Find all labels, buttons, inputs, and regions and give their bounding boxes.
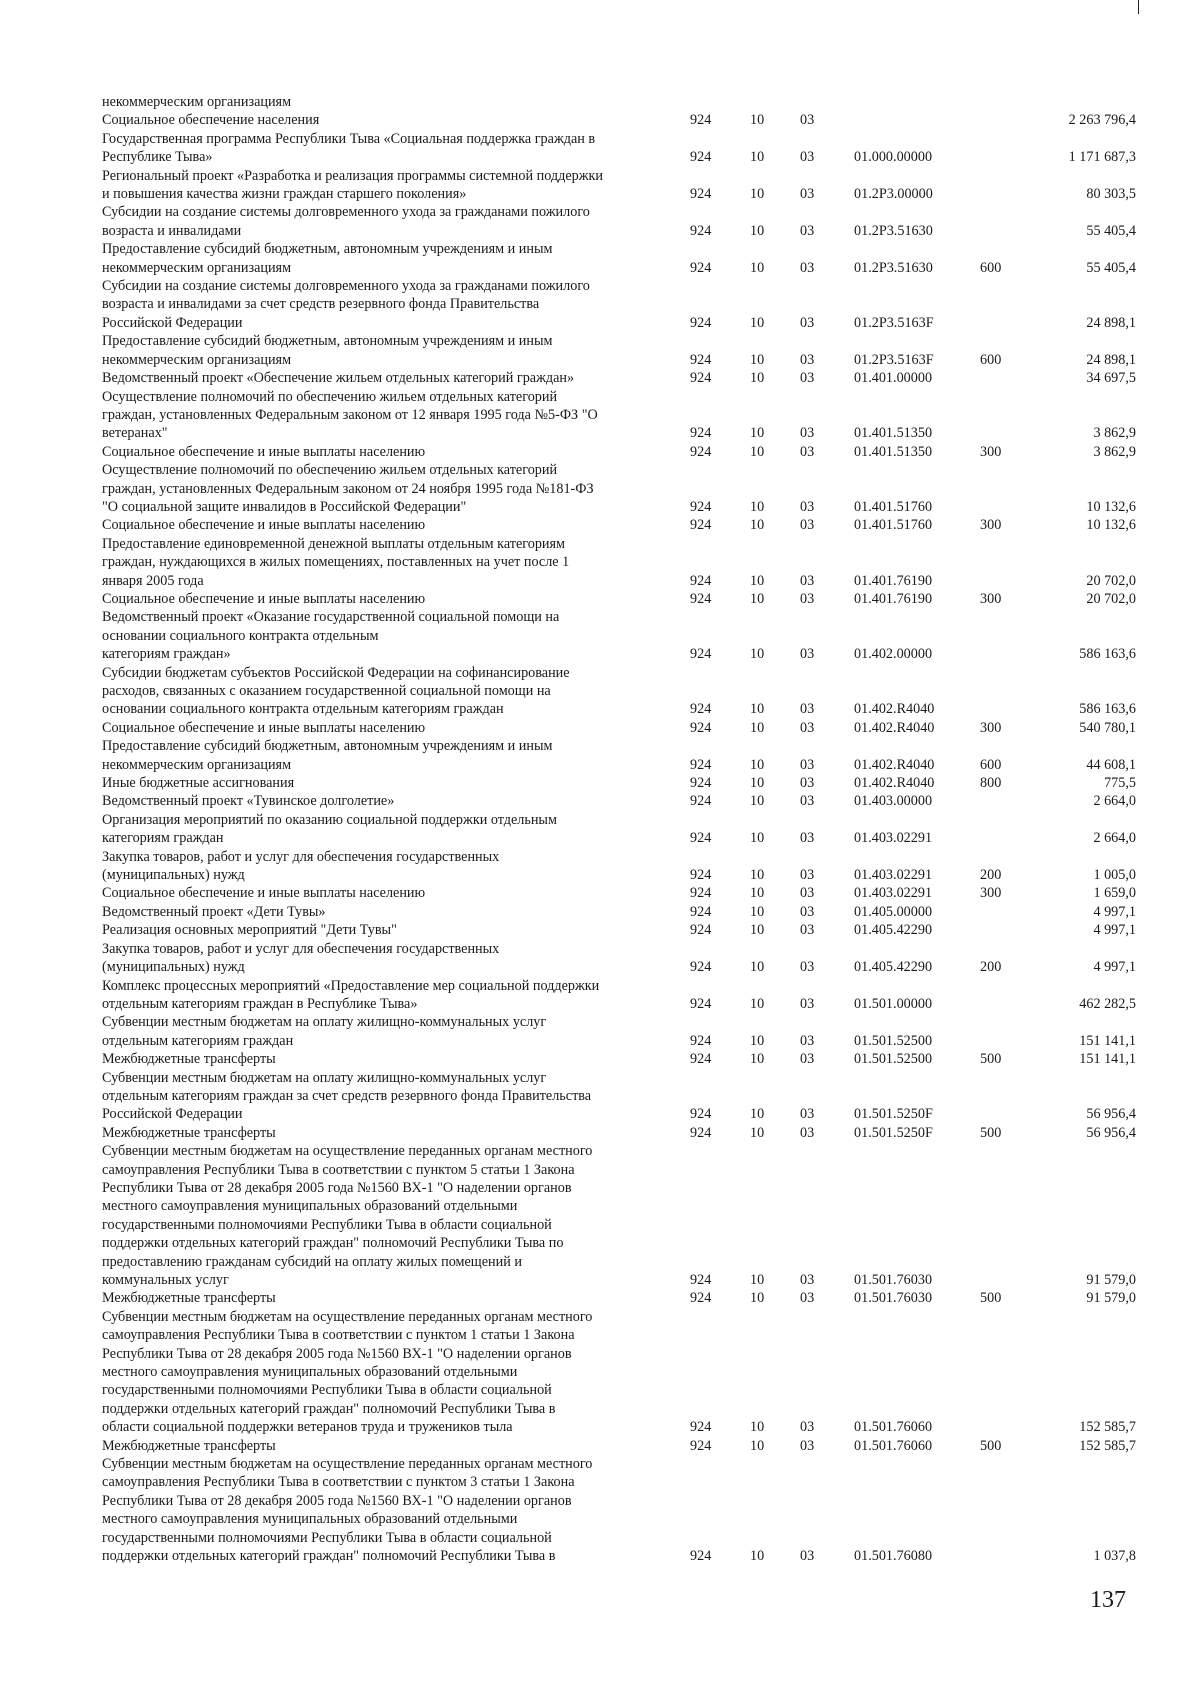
row-target-article: 01.403.02291 bbox=[854, 885, 933, 902]
row-section-code: 10 bbox=[750, 370, 765, 387]
row-amount: 1 171 687,3 bbox=[1068, 149, 1136, 166]
row-grbs-code: 924 bbox=[690, 1437, 712, 1454]
row-target-article: 01.403.02291 bbox=[854, 830, 933, 847]
row-section-code: 10 bbox=[750, 259, 765, 276]
row-section-code: 10 bbox=[750, 719, 765, 736]
row-amount: 24 898,1 bbox=[1086, 351, 1136, 368]
row-subsection-code: 03 bbox=[800, 1548, 815, 1565]
row-target-article: 01.401.51350 bbox=[854, 443, 933, 460]
row-amount: 775,5 bbox=[1104, 775, 1136, 792]
row-amount: 152 585,7 bbox=[1079, 1419, 1136, 1436]
row-section-code: 10 bbox=[750, 775, 765, 792]
row-name: Субсидии на создание системы долговременного ухода за гражданами пожилого возраста и инвалидами за счет средств резервного фонда Правительства Российской Федерации bbox=[102, 278, 590, 331]
row-amount: 586 163,6 bbox=[1079, 646, 1136, 663]
row-section-code: 10 bbox=[750, 314, 765, 331]
row-section-code: 10 bbox=[750, 590, 765, 607]
row-section-code: 10 bbox=[750, 1437, 765, 1454]
table-row bbox=[102, 884, 1142, 902]
row-target-article: 01.501.52500 bbox=[854, 1032, 933, 1049]
row-subsection-code: 03 bbox=[800, 572, 815, 589]
row-grbs-code: 924 bbox=[690, 498, 712, 515]
row-grbs-code: 924 bbox=[690, 1124, 712, 1141]
row-section-code: 10 bbox=[750, 351, 765, 368]
row-section-code: 10 bbox=[750, 149, 765, 166]
row-grbs-code: 924 bbox=[690, 572, 712, 589]
row-amount: 4 997,1 bbox=[1093, 903, 1136, 920]
row-name: Межбюджетные трансферты bbox=[102, 1437, 276, 1454]
row-section-code: 10 bbox=[750, 830, 765, 847]
row-name: Субвенции местным бюджетам на оплату жилищно-коммунальных услуг отдельным категориям граждан за счет средств резервного фонда Правительства Российской Федерации bbox=[102, 1069, 592, 1123]
row-target-article: 01.402.R4040 bbox=[854, 719, 935, 736]
row-subsection-code: 03 bbox=[800, 1290, 815, 1307]
row-amount: 10 132,6 bbox=[1086, 517, 1136, 534]
row-name: Социальное обеспечение и иные выплаты населению bbox=[102, 443, 426, 460]
row-amount: 80 303,5 bbox=[1086, 186, 1136, 203]
row-subsection-code: 03 bbox=[800, 149, 815, 166]
table-row bbox=[102, 737, 1142, 774]
row-grbs-code: 924 bbox=[690, 959, 712, 976]
table-row bbox=[102, 608, 1142, 663]
row-subsection-code: 03 bbox=[800, 646, 815, 663]
row-subsection-code: 03 bbox=[800, 498, 815, 515]
row-target-article: 01.405.42290 bbox=[854, 959, 933, 976]
row-target-article: 01.401.00000 bbox=[854, 370, 933, 387]
row-subsection-code: 03 bbox=[800, 370, 815, 387]
table-row bbox=[102, 977, 1142, 1014]
row-grbs-code: 924 bbox=[690, 793, 712, 810]
row-name: Предоставление субсидий бюджетным, автономным учреждениям и иным некоммерческим организациям bbox=[102, 333, 553, 368]
table-row bbox=[102, 1124, 1142, 1142]
row-name: Межбюджетные трансферты bbox=[102, 1051, 276, 1068]
row-section-code: 10 bbox=[750, 186, 765, 203]
row-expense-type: 800 bbox=[980, 775, 1002, 792]
row-target-article: 01.501.76030 bbox=[854, 1272, 933, 1288]
row-subsection-code: 03 bbox=[800, 922, 815, 939]
row-amount: 91 579,0 bbox=[1086, 1272, 1136, 1288]
table-row bbox=[102, 1455, 1142, 1565]
row-section-code: 10 bbox=[750, 1548, 765, 1565]
row-subsection-code: 03 bbox=[800, 517, 815, 534]
row-name: Ведомственный проект «Дети Тувы» bbox=[102, 903, 326, 920]
row-grbs-code: 924 bbox=[690, 867, 712, 884]
row-name: Субсидии на создание системы долговременного ухода за гражданами пожилого возраста и инвалидами bbox=[102, 204, 590, 239]
row-target-article: 01.2Р3.5163F bbox=[854, 314, 934, 331]
table-row bbox=[102, 277, 1142, 332]
row-amount: 1 037,8 bbox=[1093, 1548, 1136, 1565]
row-target-article: 01.402.R4040 bbox=[854, 756, 935, 773]
row-grbs-code: 924 bbox=[690, 1051, 712, 1068]
row-section-code: 10 bbox=[750, 572, 765, 589]
row-target-article: 01.501.52500 bbox=[854, 1051, 933, 1068]
row-amount: 34 697,5 bbox=[1086, 370, 1136, 387]
row-amount: 10 132,6 bbox=[1086, 498, 1136, 515]
table-row bbox=[102, 1142, 1142, 1289]
row-section-code: 10 bbox=[750, 885, 765, 902]
row-target-article: 01.501.00000 bbox=[854, 995, 933, 1012]
row-expense-type: 300 bbox=[980, 517, 1002, 534]
row-grbs-code: 924 bbox=[690, 149, 712, 166]
row-name: Ведомственный проект «Оказание государственной социальной помощи на основании социального контракта отдельным категориям граждан» bbox=[102, 609, 560, 663]
row-name: Субвенции местным бюджетам на осуществление переданных органам местного самоуправления Республики Тыва в соответствии с пунктом 1 статьи 1 Закона Республики Тыва от 28 декабря 2005 года №1560 ВХ-1 "О наделении органов местного самоуправления муниципальных образований отдельными государственными полномочиями Республики Тыва в области социальной поддержки отдельных категорий граждан" полномочий Республики Тыва в области социальной поддержки ветеранов труда и тружеников тыла bbox=[102, 1308, 593, 1436]
row-grbs-code: 924 bbox=[690, 719, 712, 736]
row-subsection-code: 03 bbox=[800, 830, 815, 847]
table-row bbox=[102, 774, 1142, 792]
row-amount: 586 163,6 bbox=[1079, 701, 1136, 718]
row-subsection-code: 03 bbox=[800, 1106, 815, 1123]
row-amount: 462 282,5 bbox=[1079, 995, 1136, 1012]
row-subsection-code: 03 bbox=[800, 351, 815, 368]
row-section-code: 10 bbox=[750, 903, 765, 920]
row-name: Субвенции местным бюджетам на оплату жилищно-коммунальных услуг отдельным категориям граждан bbox=[102, 1014, 547, 1049]
row-subsection-code: 03 bbox=[800, 885, 815, 902]
row-target-article: 01.2Р3.51630 bbox=[854, 222, 933, 239]
row-subsection-code: 03 bbox=[800, 1272, 815, 1288]
table-row bbox=[102, 719, 1142, 737]
row-grbs-code: 924 bbox=[690, 1290, 712, 1307]
row-grbs-code: 924 bbox=[690, 425, 712, 442]
row-amount: 1 659,0 bbox=[1093, 885, 1136, 902]
row-target-article: 01.401.51760 bbox=[854, 517, 933, 534]
row-grbs-code: 924 bbox=[690, 517, 712, 534]
table-row bbox=[102, 664, 1142, 719]
row-grbs-code: 924 bbox=[690, 1419, 712, 1436]
row-grbs-code: 924 bbox=[690, 112, 712, 129]
row-subsection-code: 03 bbox=[800, 1051, 815, 1068]
row-grbs-code: 924 bbox=[690, 885, 712, 902]
row-section-code: 10 bbox=[750, 1032, 765, 1049]
row-section-code: 10 bbox=[750, 1272, 765, 1288]
row-name: Закупка товаров, работ и услуг для обеспечения государственных (муниципальных) нужд bbox=[102, 940, 500, 976]
table-row bbox=[102, 167, 1142, 204]
row-grbs-code: 924 bbox=[690, 995, 712, 1012]
row-amount: 56 956,4 bbox=[1086, 1106, 1136, 1123]
row-name: Предоставление единовременной денежной выплаты отдельным категориям граждан, нуждающихся в жилых помещениях, поставленных на учет после 1 января 2005 года bbox=[102, 535, 570, 589]
row-subsection-code: 03 bbox=[800, 222, 815, 239]
row-amount: 2 664,0 bbox=[1093, 793, 1136, 810]
row-expense-type: 600 bbox=[980, 756, 1002, 773]
row-subsection-code: 03 bbox=[800, 443, 815, 460]
row-subsection-code: 03 bbox=[800, 112, 815, 129]
row-amount: 56 956,4 bbox=[1086, 1124, 1136, 1141]
row-amount: 3 862,9 bbox=[1093, 443, 1136, 460]
row-name: Предоставление субсидий бюджетным, автономным учреждениям и иным некоммерческим организациям bbox=[102, 738, 553, 773]
row-section-code: 10 bbox=[750, 867, 765, 884]
table-row bbox=[102, 332, 1142, 369]
row-expense-type: 300 bbox=[980, 719, 1002, 736]
row-amount: 4 997,1 bbox=[1093, 922, 1136, 939]
row-expense-type: 500 bbox=[980, 1290, 1002, 1307]
row-subsection-code: 03 bbox=[800, 1419, 815, 1436]
row-subsection-code: 03 bbox=[800, 903, 815, 920]
table-row bbox=[102, 203, 1142, 240]
row-subsection-code: 03 bbox=[800, 719, 815, 736]
row-name: Осуществление полномочий по обеспечению жильем отдельных категорий граждан, установленных Федеральным законом от 12 января 1995 года №5-ФЗ "О ветеранах" bbox=[102, 388, 598, 442]
row-target-article: 01.401.76190 bbox=[854, 590, 933, 607]
row-amount: 2 263 796,4 bbox=[1068, 112, 1136, 129]
row-name: Субсидии бюджетам субъектов Российской Федерации на софинансирование расходов, связанных с оказанием государственной социальной помощи на основании социального контракта отдельным категориям граждан bbox=[102, 664, 570, 718]
table-row bbox=[102, 93, 1142, 111]
row-name: Организация мероприятий по оказанию социальной поддержки отдельным категориям граждан bbox=[102, 811, 557, 847]
row-name: Межбюджетные трансферты bbox=[102, 1124, 276, 1141]
row-target-article: 01.403.02291 bbox=[854, 867, 933, 884]
table-row bbox=[102, 1013, 1142, 1050]
row-grbs-code: 924 bbox=[690, 222, 712, 239]
row-section-code: 10 bbox=[750, 793, 765, 810]
row-name: Иные бюджетные ассигнования bbox=[102, 775, 295, 792]
row-grbs-code: 924 bbox=[690, 351, 712, 368]
row-target-article: 01.402.00000 bbox=[854, 646, 933, 663]
row-expense-type: 600 bbox=[980, 259, 1002, 276]
budget-table bbox=[102, 93, 1142, 1566]
page-number: 137 bbox=[1090, 1587, 1126, 1613]
row-subsection-code: 03 bbox=[800, 959, 815, 976]
row-name: Социальное обеспечение населения bbox=[102, 112, 320, 129]
row-subsection-code: 03 bbox=[800, 775, 815, 792]
row-target-article: 01.402.R4040 bbox=[854, 775, 935, 792]
row-name: Государственная программа Республики Тыва «Социальная поддержка граждан в Республике Тыва» bbox=[102, 130, 596, 166]
row-grbs-code: 924 bbox=[690, 756, 712, 773]
table-row bbox=[102, 1308, 1142, 1437]
row-target-article: 01.501.5250F bbox=[854, 1124, 933, 1141]
table-row bbox=[102, 1069, 1142, 1124]
row-grbs-code: 924 bbox=[690, 1272, 712, 1288]
row-section-code: 10 bbox=[750, 922, 765, 939]
row-subsection-code: 03 bbox=[800, 1032, 815, 1049]
row-amount: 24 898,1 bbox=[1086, 314, 1136, 331]
row-grbs-code: 924 bbox=[690, 922, 712, 939]
row-target-article: 01.405.00000 bbox=[854, 903, 933, 920]
row-subsection-code: 03 bbox=[800, 314, 815, 331]
row-amount: 1 005,0 bbox=[1093, 867, 1136, 884]
row-expense-type: 500 bbox=[980, 1051, 1002, 1068]
table-row bbox=[102, 590, 1142, 608]
row-expense-type: 500 bbox=[980, 1124, 1002, 1141]
row-target-article: 01.401.51760 bbox=[854, 498, 933, 515]
table-row bbox=[102, 811, 1142, 848]
row-amount: 44 608,1 bbox=[1086, 756, 1136, 773]
row-subsection-code: 03 bbox=[800, 259, 815, 276]
row-amount: 2 664,0 bbox=[1093, 830, 1136, 847]
row-grbs-code: 924 bbox=[690, 259, 712, 276]
row-grbs-code: 924 bbox=[690, 701, 712, 718]
row-name: Осуществление полномочий по обеспечению жильем отдельных категорий граждан, установленных Федеральным законом от 24 ноября 1995 года №181-ФЗ "О социальной защите инвалидов в Российской Федерации" bbox=[102, 462, 594, 515]
row-amount: 540 780,1 bbox=[1079, 719, 1136, 736]
row-amount: 55 405,4 bbox=[1086, 259, 1136, 276]
row-section-code: 10 bbox=[750, 112, 765, 129]
row-name: Комплекс процессных мероприятий «Предоставление мер социальной поддержки отдельным категориям граждан в Республике Тыва» bbox=[102, 977, 600, 1012]
row-target-article: 01.403.00000 bbox=[854, 793, 933, 810]
table-row bbox=[102, 1050, 1142, 1068]
row-amount: 91 579,0 bbox=[1086, 1290, 1136, 1307]
row-section-code: 10 bbox=[750, 1124, 765, 1141]
row-amount: 20 702,0 bbox=[1086, 572, 1136, 589]
row-grbs-code: 924 bbox=[690, 370, 712, 387]
row-section-code: 10 bbox=[750, 701, 765, 718]
row-grbs-code: 924 bbox=[690, 1106, 712, 1123]
row-target-article: 01.401.51350 bbox=[854, 425, 933, 442]
row-name: Межбюджетные трансферты bbox=[102, 1290, 276, 1307]
row-section-code: 10 bbox=[750, 517, 765, 534]
row-name: Реализация основных мероприятий "Дети Тувы" bbox=[102, 922, 397, 939]
row-name: Социальное обеспечение и иные выплаты населению bbox=[102, 517, 426, 534]
table-row bbox=[102, 130, 1142, 167]
row-section-code: 10 bbox=[750, 1106, 765, 1123]
row-section-code: 10 bbox=[750, 1290, 765, 1307]
row-grbs-code: 924 bbox=[690, 903, 712, 920]
table-row bbox=[102, 903, 1142, 921]
row-name: Ведомственный проект «Тувинское долголетие» bbox=[102, 793, 395, 810]
row-target-article: 01.000.00000 bbox=[854, 149, 933, 166]
row-subsection-code: 03 bbox=[800, 756, 815, 773]
row-name: Предоставление субсидий бюджетным, автономным учреждениям и иным некоммерческим организациям bbox=[102, 241, 553, 276]
table-row bbox=[102, 921, 1142, 939]
table-row bbox=[102, 792, 1142, 810]
row-target-article: 01.405.42290 bbox=[854, 922, 933, 939]
row-section-code: 10 bbox=[750, 425, 765, 442]
row-amount: 3 862,9 bbox=[1093, 425, 1136, 442]
row-section-code: 10 bbox=[750, 443, 765, 460]
row-subsection-code: 03 bbox=[800, 186, 815, 203]
row-amount: 152 585,7 bbox=[1079, 1437, 1136, 1454]
row-name: некоммерческим организациям bbox=[102, 94, 292, 110]
table-row bbox=[102, 240, 1142, 277]
row-section-code: 10 bbox=[750, 222, 765, 239]
row-amount: 20 702,0 bbox=[1086, 590, 1136, 607]
row-subsection-code: 03 bbox=[800, 425, 815, 442]
row-amount: 151 141,1 bbox=[1079, 1032, 1136, 1049]
row-grbs-code: 924 bbox=[690, 775, 712, 792]
row-grbs-code: 924 bbox=[690, 186, 712, 203]
row-name: Субвенции местным бюджетам на осуществление переданных органам местного самоуправления Республики Тыва в соответствии с пунктом 5 статьи 1 Закона Республики Тыва от 28 декабря 2005 года №1560 ВХ-1 "О наделении органов местного самоуправления муниципальных образований отдельными государственными полномочиями Республики Тыва в области социальной поддержки отдельных категорий граждан" полномочий Республики Тыва по предоставлению гражданам субсидий на оплату жилых помещений и коммунальных услуг bbox=[102, 1143, 593, 1288]
row-name: Субвенции местным бюджетам на осуществление переданных органам местного самоуправления Республики Тыва в соответствии с пунктом 3 статьи 1 Закона Республики Тыва от 28 декабря 2005 года №1560 ВХ-1 "О наделении органов местного самоуправления муниципальных образований отдельными государственными полномочиями Республики Тыва в области социальной поддержки отдельных категорий граждан" полномочий Республики Тыва в bbox=[102, 1456, 593, 1565]
row-grbs-code: 924 bbox=[690, 590, 712, 607]
row-grbs-code: 924 bbox=[690, 443, 712, 460]
row-grbs-code: 924 bbox=[690, 646, 712, 663]
row-target-article: 01.501.76060 bbox=[854, 1419, 933, 1436]
row-name: Ведомственный проект «Обеспечение жильем отдельных категорий граждан» bbox=[102, 370, 575, 387]
row-amount: 151 141,1 bbox=[1079, 1051, 1136, 1068]
table-row bbox=[102, 111, 1142, 129]
row-target-article: 01.501.76030 bbox=[854, 1290, 933, 1307]
row-name: Социальное обеспечение и иные выплаты населению bbox=[102, 885, 426, 902]
row-subsection-code: 03 bbox=[800, 793, 815, 810]
row-name: Региональный проект «Разработка и реализация программы системной поддержки и повышения качества жизни граждан старшего поколения» bbox=[102, 167, 604, 203]
row-subsection-code: 03 bbox=[800, 867, 815, 884]
table-row bbox=[102, 940, 1142, 977]
table-row bbox=[102, 461, 1142, 516]
row-expense-type: 600 bbox=[980, 351, 1002, 368]
row-section-code: 10 bbox=[750, 646, 765, 663]
row-name: Социальное обеспечение и иные выплаты населению bbox=[102, 590, 426, 607]
row-target-article: 01.401.76190 bbox=[854, 572, 933, 589]
row-expense-type: 200 bbox=[980, 959, 1002, 976]
row-expense-type: 500 bbox=[980, 1437, 1002, 1454]
table-row bbox=[102, 369, 1142, 387]
row-section-code: 10 bbox=[750, 756, 765, 773]
row-section-code: 10 bbox=[750, 995, 765, 1012]
row-target-article: 01.501.76060 bbox=[854, 1437, 933, 1454]
row-grbs-code: 924 bbox=[690, 314, 712, 331]
row-grbs-code: 924 bbox=[690, 830, 712, 847]
row-subsection-code: 03 bbox=[800, 1124, 815, 1141]
row-expense-type: 200 bbox=[980, 867, 1002, 884]
table-row bbox=[102, 848, 1142, 885]
row-target-article: 01.501.5250F bbox=[854, 1106, 933, 1123]
row-name: Социальное обеспечение и иные выплаты населению bbox=[102, 719, 426, 736]
row-section-code: 10 bbox=[750, 498, 765, 515]
row-name: Закупка товаров, работ и услуг для обеспечения государственных (муниципальных) нужд bbox=[102, 848, 500, 884]
row-target-article: 01.402.R4040 bbox=[854, 701, 935, 718]
row-grbs-code: 924 bbox=[690, 1548, 712, 1565]
row-expense-type: 300 bbox=[980, 443, 1002, 460]
table-row bbox=[102, 1289, 1142, 1307]
row-target-article: 01.501.76080 bbox=[854, 1548, 933, 1565]
row-subsection-code: 03 bbox=[800, 995, 815, 1012]
row-section-code: 10 bbox=[750, 959, 765, 976]
row-section-code: 10 bbox=[750, 1419, 765, 1436]
row-subsection-code: 03 bbox=[800, 701, 815, 718]
row-target-article: 01.2Р3.00000 bbox=[854, 186, 933, 203]
row-subsection-code: 03 bbox=[800, 1437, 815, 1454]
table-row bbox=[102, 388, 1142, 443]
row-grbs-code: 924 bbox=[690, 1032, 712, 1049]
row-expense-type: 300 bbox=[980, 885, 1002, 902]
scan-edge-mark bbox=[1138, 0, 1139, 14]
row-section-code: 10 bbox=[750, 1051, 765, 1068]
row-subsection-code: 03 bbox=[800, 590, 815, 607]
table-row bbox=[102, 443, 1142, 461]
row-amount: 55 405,4 bbox=[1086, 222, 1136, 239]
table-row bbox=[102, 535, 1142, 590]
row-target-article: 01.2Р3.51630 bbox=[854, 259, 933, 276]
table-row bbox=[102, 1437, 1142, 1455]
table-row bbox=[102, 516, 1142, 534]
row-target-article: 01.2Р3.5163F bbox=[854, 351, 934, 368]
row-expense-type: 300 bbox=[980, 590, 1002, 607]
row-amount: 4 997,1 bbox=[1093, 959, 1136, 976]
